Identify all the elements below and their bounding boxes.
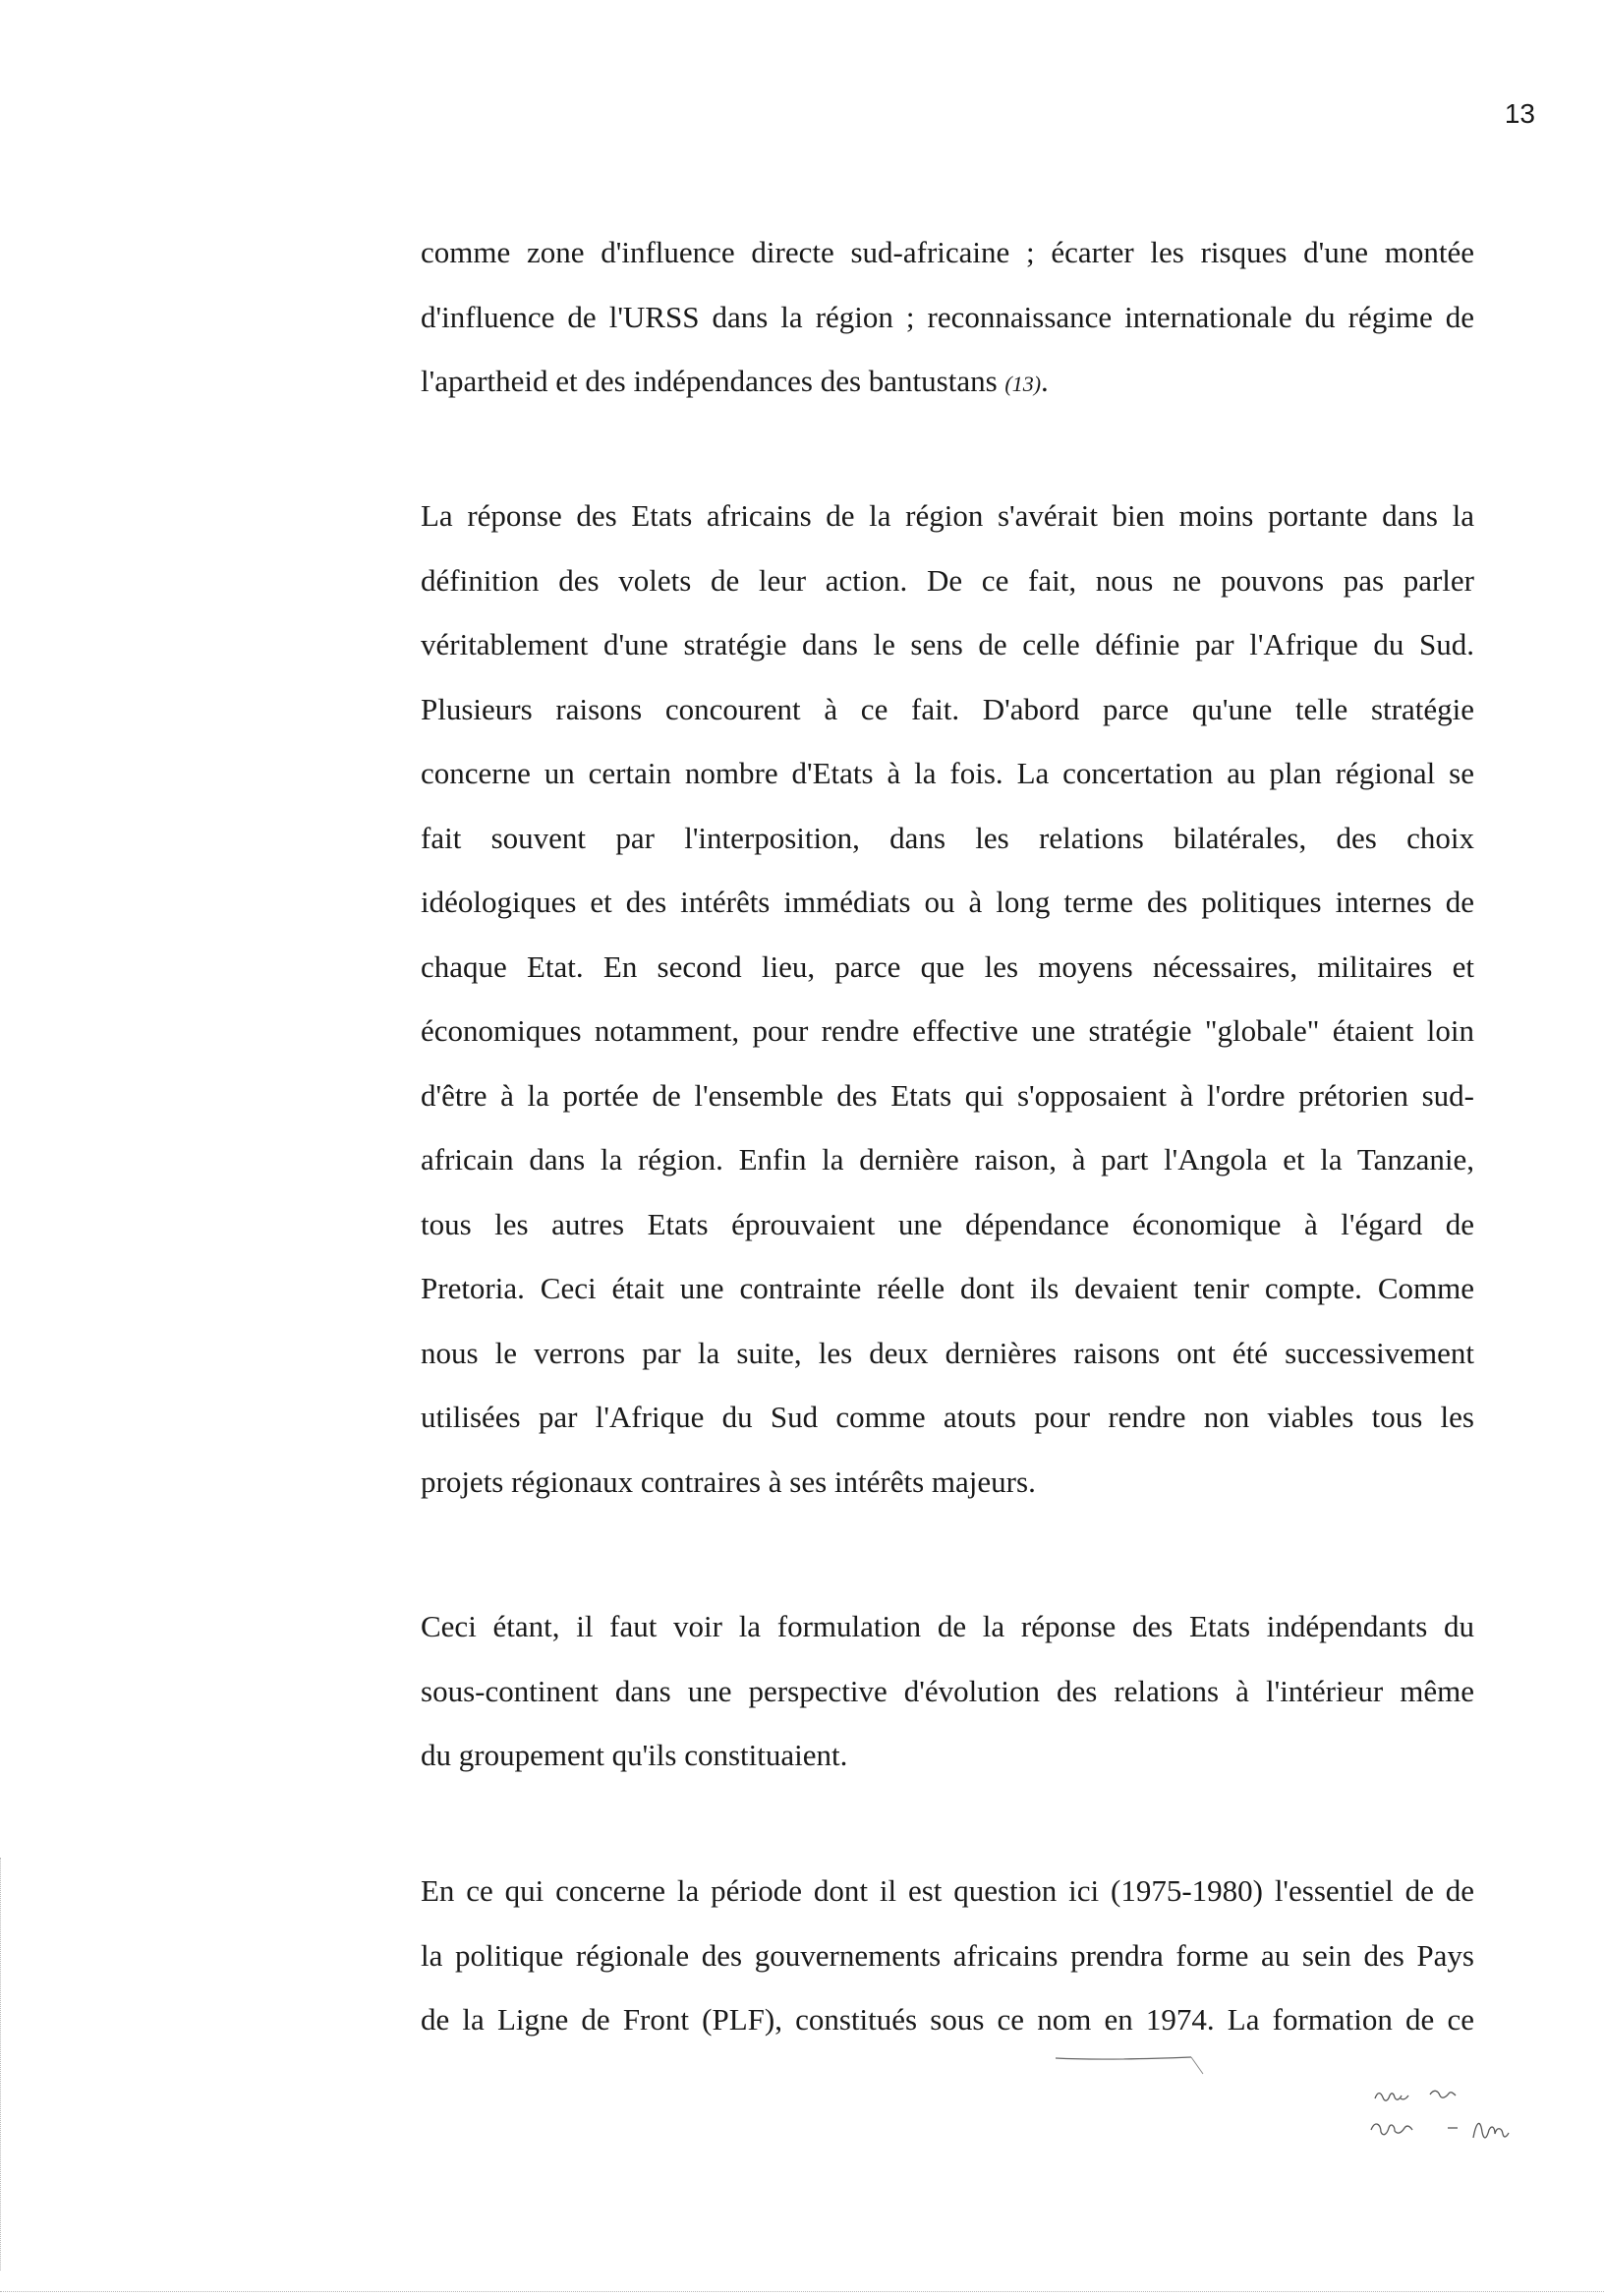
text-line: comme zone d'influence directe sud-africaine ; écarter les risques d'une montée	[421, 235, 1474, 269]
text-line: du groupement qu'ils constituaient.	[421, 1738, 848, 1772]
text-line: La réponse des Etats africains de la région s'avérait bien moins portante dans la	[421, 498, 1474, 533]
paragraph-1	[421, 220, 1474, 417]
text-line: idéologiques et des intérêts immédiats ou à long terme des politiques internes de	[421, 885, 1474, 919]
text-line: Ceci étant, il faut voir la formulation de la réponse des Etats indépendants du	[421, 1609, 1474, 1643]
text-line: concerne un certain nombre d'Etats à la fois. La concertation au plan régional se	[421, 756, 1474, 790]
text-line: sous-continent dans une perspective d'évolution des relations à l'intérieur même	[421, 1673, 1474, 1708]
text-line: tous les autres Etats éprouvaient une dépendance économique à l'égard de	[421, 1206, 1474, 1241]
text-line	[421, 349, 1474, 417]
pencil-underline-mark	[1054, 2052, 1211, 2092]
text-line: économiques notamment, pour rendre effective une stratégie "globale" étaient loin	[421, 1013, 1474, 1048]
paragraph-3	[421, 1594, 1474, 1788]
text-line-content: l'apartheid et des indépendances des bantustans	[421, 364, 998, 398]
footnote-reference: (13)	[1004, 372, 1042, 396]
text-line: africain dans la région. Enfin la dernière raison, à part l'Angola et la Tanzanie,	[421, 1142, 1474, 1177]
paragraph-4	[421, 1859, 1474, 2052]
text-line: d'influence de l'URSS dans la région ; reconnaissance internationale du régime de	[421, 299, 1474, 334]
scan-edge-artifact	[0, 2291, 1604, 2294]
text-line: utilisées par l'Afrique du Sud comme atouts pour rendre non viables tous les	[421, 1400, 1474, 1434]
paragraph-2	[421, 484, 1474, 1514]
text-line: de la Ligne de Front (PLF), constitués sous ce nom en 1974. La formation de ce	[421, 2002, 1474, 2037]
text-line: véritablement d'une stratégie dans le sens de celle définie par l'Afrique du Sud.	[421, 627, 1474, 661]
scan-edge-artifact	[0, 1858, 3, 2270]
sentence-end: .	[1041, 364, 1049, 398]
scan-artifact	[0, 0, 12, 6]
text-line: Plusieurs raisons concourent à ce fait. D'abord parce qu'une telle stratégie	[421, 691, 1474, 726]
text-line: définition des volets de leur action. De ce fait, nous ne pouvons pas parler	[421, 562, 1474, 598]
text-line: d'être à la portée de l'ensemble des Etats qui s'opposaient à l'ordre prétorien sud-	[421, 1077, 1474, 1113]
text-line: chaque Etat. En second lieu, parce que les moyens nécessaires, militaires et	[421, 948, 1474, 984]
text-line: fait souvent par l'interposition, dans les relations bilatérales, des choix	[421, 820, 1474, 855]
text-line: nous le verrons par la suite, les deux dernières raisons ont été successivement	[421, 1335, 1474, 1370]
text-line: Pretoria. Ceci était une contrainte réelle dont ils devaient tenir compte. Comme	[421, 1271, 1474, 1305]
text-line: la politique régionale des gouvernements africains prendra forme au sein des Pays	[421, 1937, 1474, 1973]
text-line: projets régionaux contraires à ses intérêts majeurs.	[421, 1464, 1036, 1499]
handwritten-annotation	[1361, 2069, 1558, 2157]
text-line: En ce qui concerne la période dont il est question ici (1975-1980) l'essentiel de de	[421, 1873, 1474, 1908]
page-number: 13	[1504, 98, 1535, 129]
